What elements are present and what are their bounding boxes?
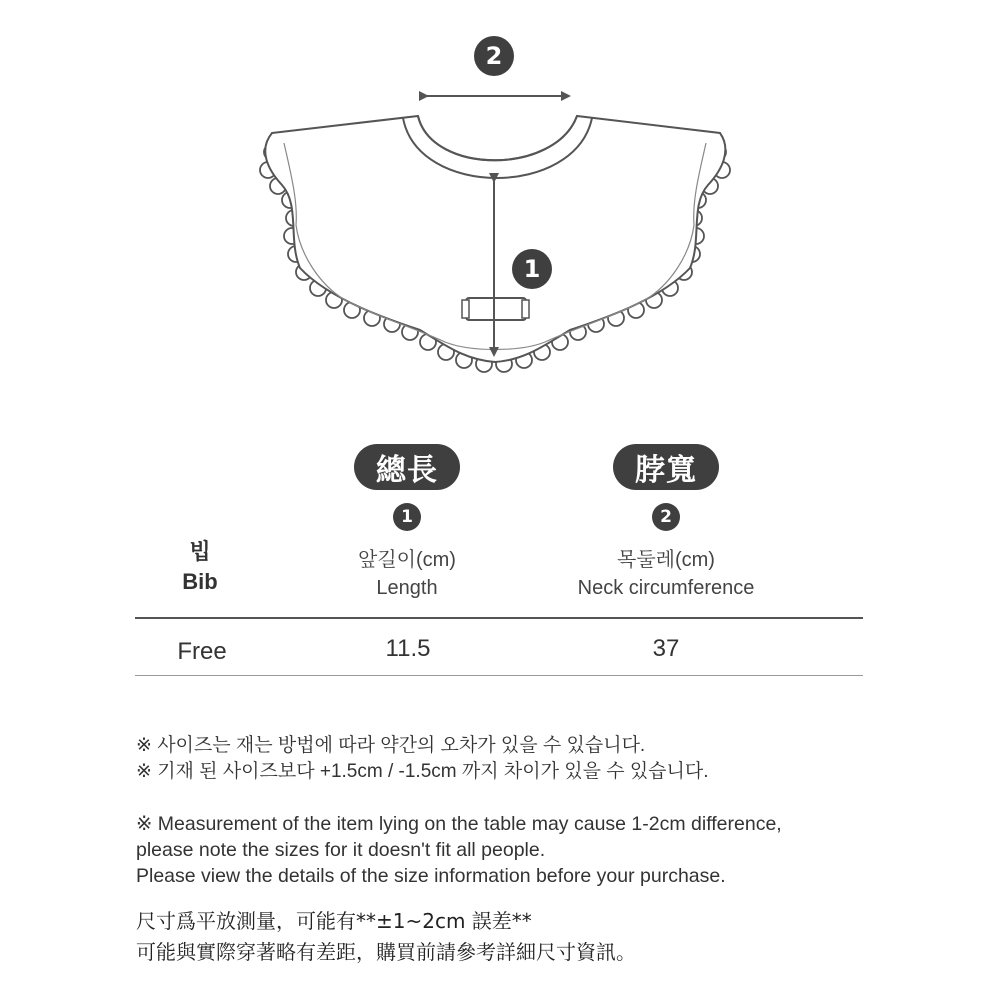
- row-header-ko: 빕: [189, 539, 211, 564]
- snap-tab: [466, 298, 526, 320]
- length-pill: 總長: [354, 444, 460, 490]
- neck-value: 37: [652, 635, 680, 662]
- korean-note-1: ※ 사이즈는 재는 방법에 따라 약간의 오차가 있을 수 있습니다.: [136, 735, 646, 756]
- neck-column-header: [546, 546, 786, 602]
- length-column-marker: 1: [393, 503, 421, 531]
- neck-label-en: Neck circumference: [577, 577, 755, 599]
- length-value: 11.5: [385, 635, 431, 662]
- table-top-rule: [135, 617, 863, 619]
- bib-outline: [265, 116, 725, 362]
- korean-note-2: ※ 기재 된 사이즈보다 +1.5cm / -1.5cm 까지 차이가 있을 수 있습니다.: [136, 761, 709, 782]
- length-column-header: [307, 546, 507, 602]
- chinese-notes: [136, 906, 636, 968]
- neck-pill: 脖寬: [613, 444, 719, 490]
- chinese-note-1: 尺寸爲平放測量，可能有**±1~2cm 誤差**: [136, 909, 532, 933]
- english-notes: [136, 811, 782, 889]
- neck-label-ko: 목둘레(cm): [617, 549, 715, 571]
- english-note-2: please note the sizes for it doesn't fit all people.: [136, 839, 546, 861]
- english-note-1: ※ Measurement of the item lying on the table may cause 1-2cm difference,: [136, 813, 782, 835]
- row-header-en: Bib: [182, 569, 218, 594]
- table-bottom-rule: [135, 675, 863, 676]
- row-header: [150, 537, 250, 597]
- snap-tab-right: [522, 300, 529, 318]
- size-cell: Free: [177, 638, 227, 665]
- neck-column-marker: 2: [652, 503, 680, 531]
- neck-marker: 2: [474, 36, 514, 76]
- length-marker: 1: [512, 249, 552, 289]
- snap-tab-left: [462, 300, 469, 318]
- length-label-ko: 앞길이(cm): [358, 549, 456, 571]
- length-label-en: Length: [376, 577, 438, 599]
- korean-notes: [136, 733, 709, 785]
- english-note-3: Please view the details of the size information before your purchase.: [136, 865, 726, 887]
- chinese-note-2: 可能與實際穿著略有差距，購買前請參考詳細尺寸資訊。: [136, 940, 636, 964]
